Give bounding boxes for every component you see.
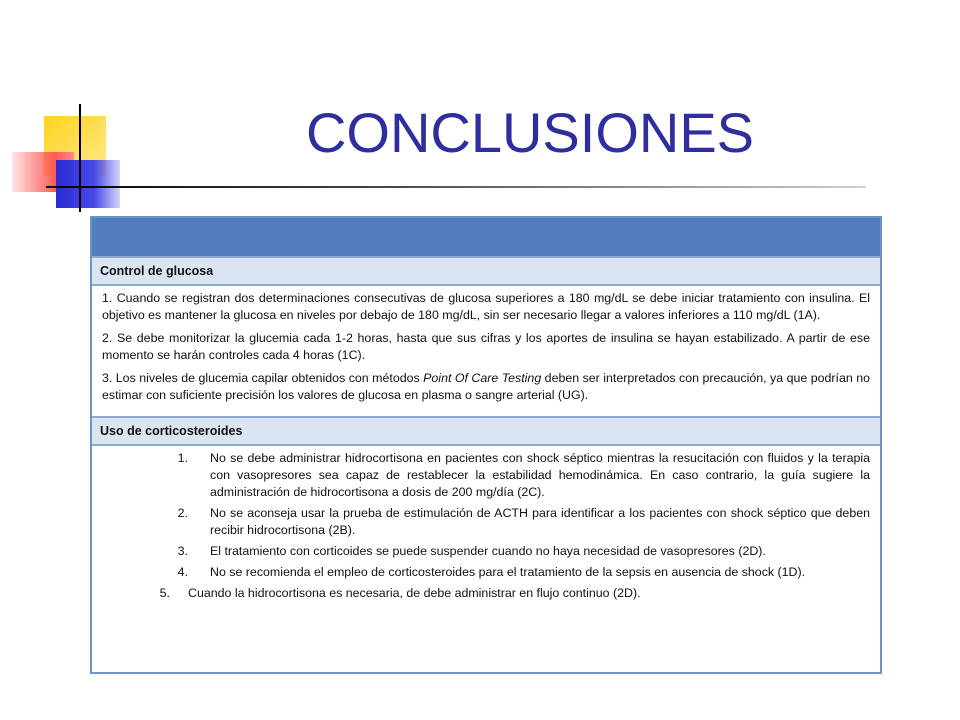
item-number: 2. (177, 506, 188, 520)
slide-title: CONCLUSIONES (305, 101, 755, 164)
glucosa-item-3-post: deben ser interpretados con precaución, ya que podrían no estimar con suficiente precisión los valores de glucosa en plasma o sangre arterial (UG). (102, 371, 870, 402)
item-text: Cuando la hidrocortisona es necesaria, de debe administrar en flujo continuo (2D). (188, 586, 641, 600)
section-body-corticoides (92, 446, 880, 612)
item-text: No se aconseja usar la prueba de estimulación de ACTH para identificar a los pacientes con shock séptico que deben recibir hidrocortisona (2B). (210, 506, 870, 537)
item-text: El tratamiento con corticoides se puede suspender cuando no haya necesidad de vasopresores (2D). (210, 544, 766, 558)
item-number: 4. (177, 565, 188, 579)
conclusions-table (90, 216, 882, 674)
section-heading-corticoides: Uso de corticosteroides (92, 416, 880, 446)
item-text: No se recomienda el empleo de corticosteroides para el tratamiento de la sepsis en ausencia de shock (1D). (210, 565, 806, 579)
corticoides-item-4 (102, 564, 870, 581)
section-body-glucosa (92, 286, 880, 416)
glucosa-item-1: 1. Cuando se registran dos determinaciones consecutivas de glucosa superiores a 180 mg/dL se debe iniciar tratamiento con insulina. El objetivo es mantener la glucosa en niveles por debajo de 180 mg/dL, sin ser necesario llegar a valores inferiores a 110 mg/dL (1A). (102, 291, 870, 322)
logo-blue-square (56, 160, 120, 208)
corticoides-item-5 (102, 585, 870, 602)
table-header-bar (92, 218, 880, 256)
glucosa-item-3-em: Point Of Care Testing (423, 371, 542, 385)
title-underline (46, 186, 866, 188)
item-text: No se debe administrar hidrocortisona en pacientes con shock séptico mientras la resucitación con fluidos y la terapia con vasopresores sea capaz de restablecer la estabilidad hemodinámica. En caso contrario, la guía sugiere la administración de hidrocortisona a dosis de 200 mg/día (2C). (210, 451, 870, 499)
item-number: 5. (159, 586, 170, 600)
corticoides-item-3 (102, 543, 870, 560)
corticoides-item-1 (102, 450, 870, 501)
glucosa-item-3 (102, 370, 870, 404)
glucosa-item-2: 2. Se debe monitorizar la glucemia cada 1-2 horas, hasta que sus cifras y los aportes de insulina se hayan estabilizado. A partir de ese momento se harán controles cada 4 horas (1C). (102, 331, 870, 362)
corticoides-item-2 (102, 505, 870, 539)
item-number: 3. (177, 544, 188, 558)
item-number: 1. (177, 451, 188, 465)
section-heading-glucosa: Control de glucosa (92, 256, 880, 286)
logo-vertical-line (79, 104, 81, 212)
glucosa-item-3-pre: 3. Los niveles de glucemia capilar obtenidos con métodos (102, 371, 424, 385)
